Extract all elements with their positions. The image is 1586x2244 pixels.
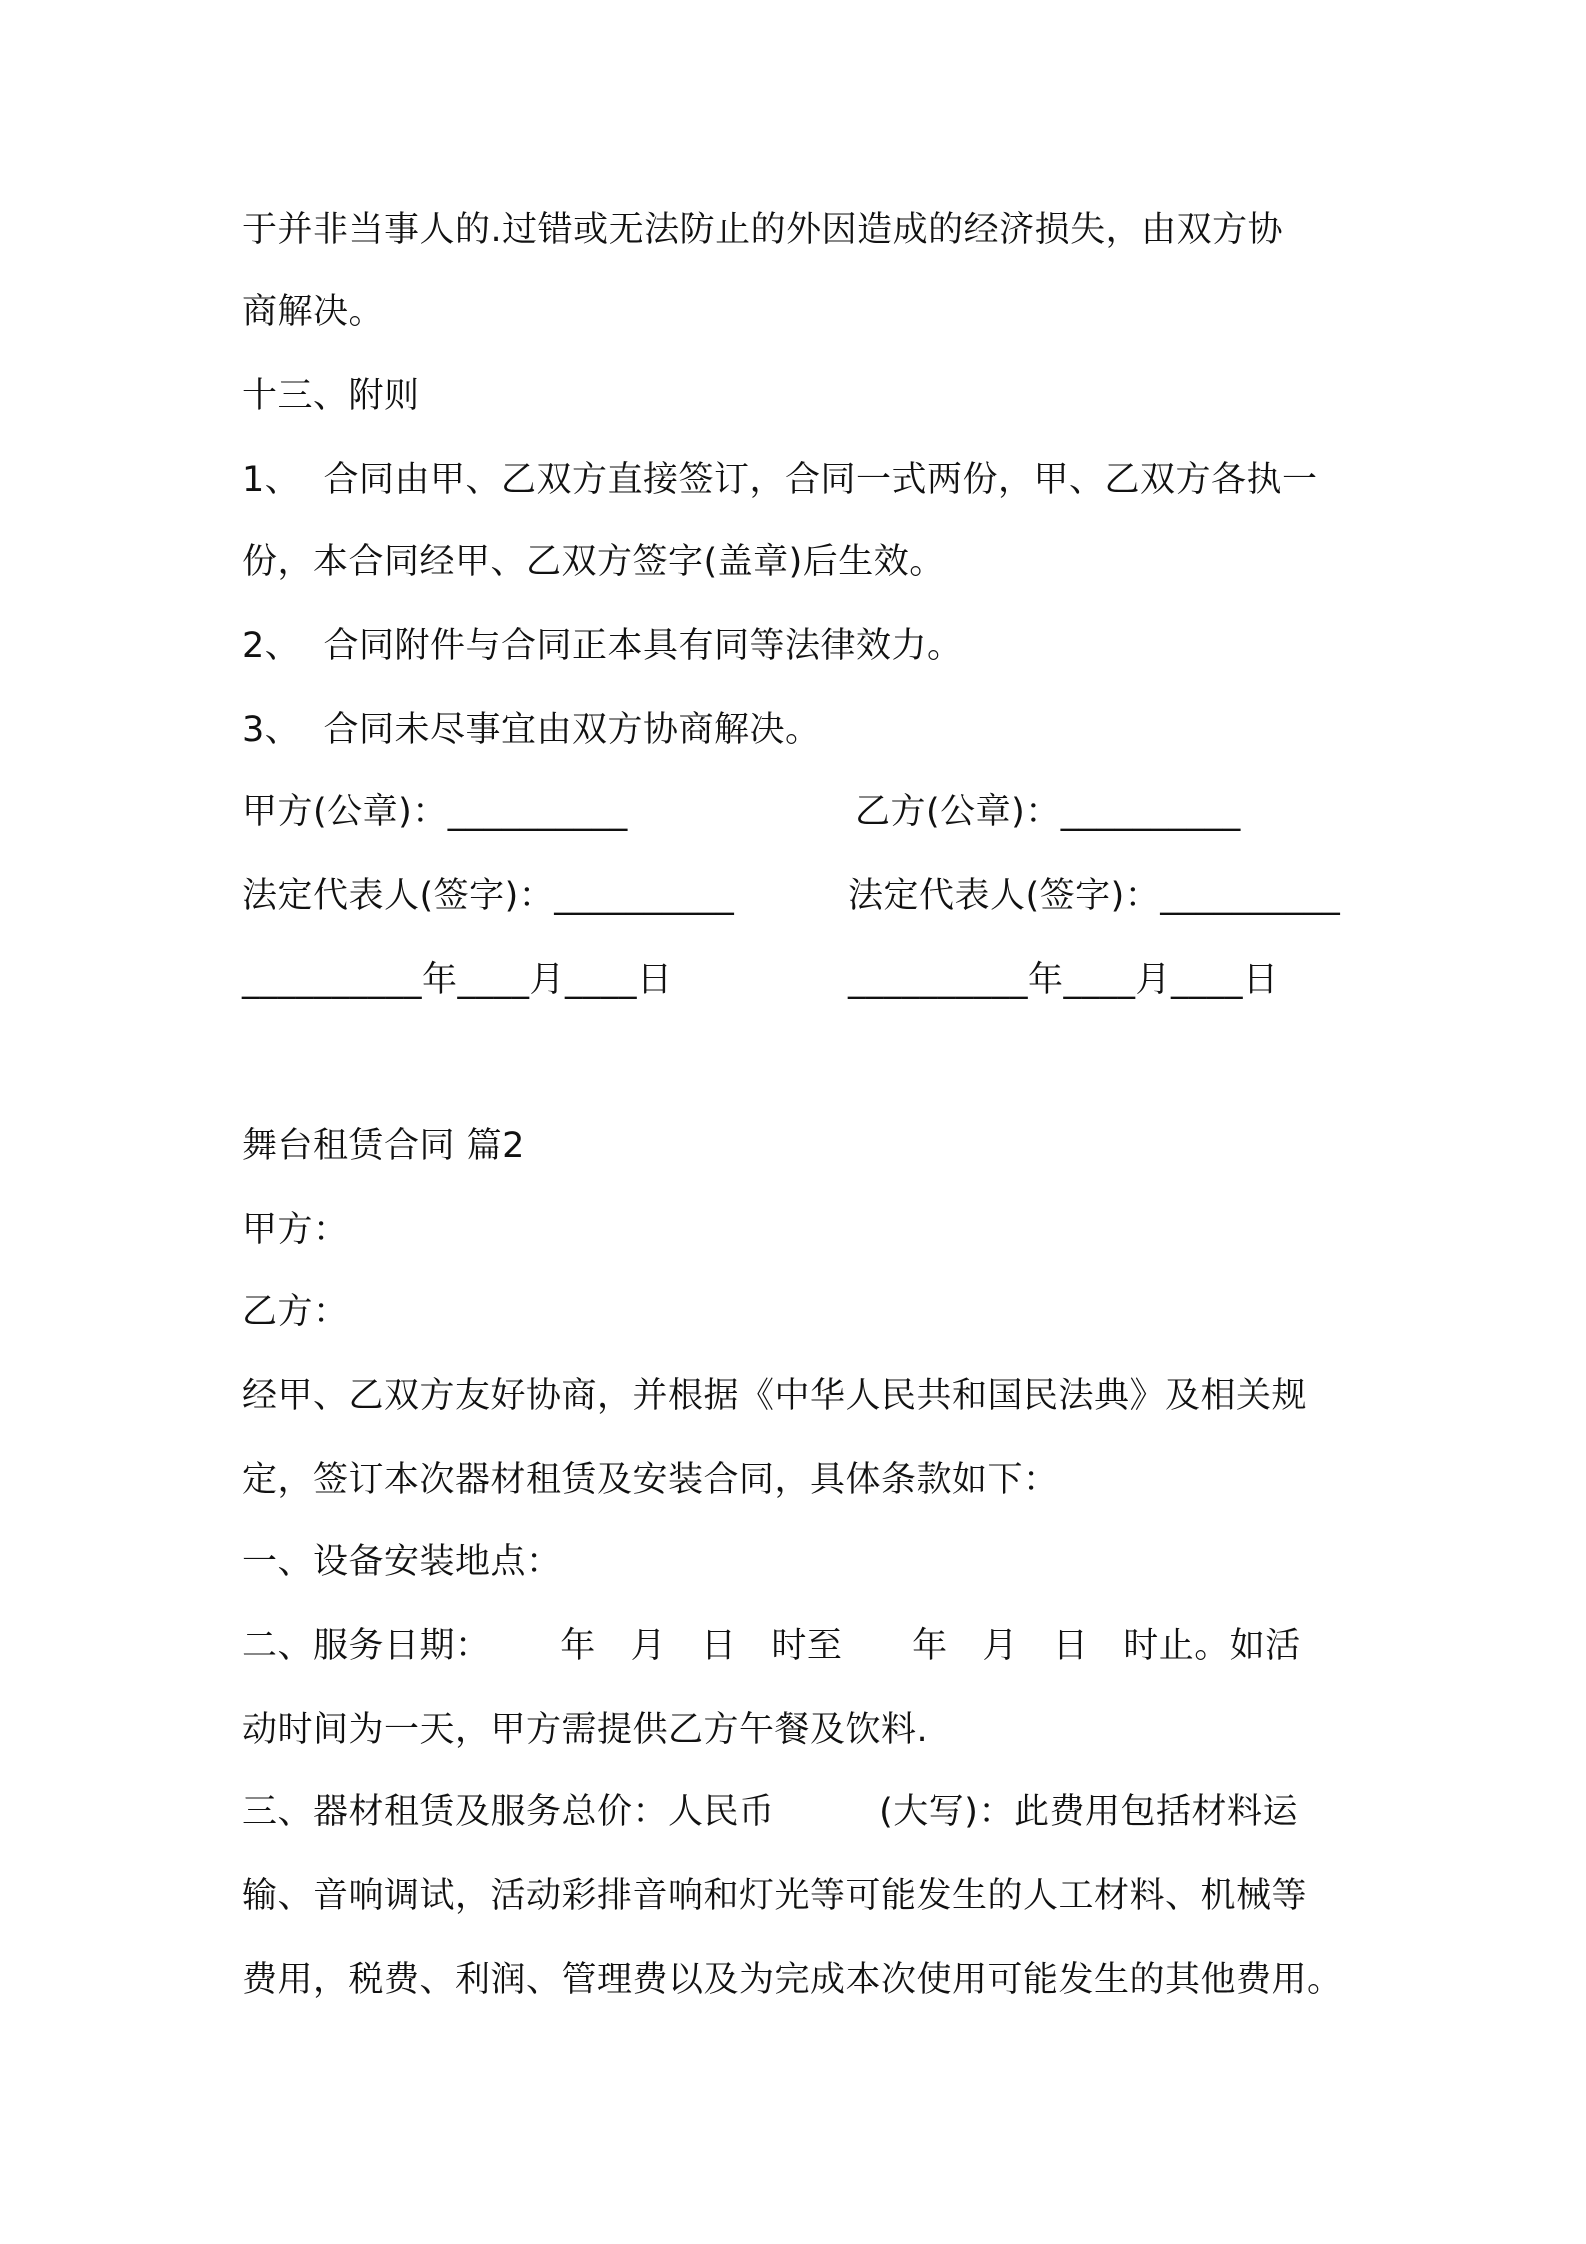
clause-1-line-2: 份，本合同经甲、乙双方签字(盖章)后生效。 (242, 542, 945, 582)
party-a-seal-field: 甲方(公章)：__________ (242, 792, 628, 832)
contract-2-item-3-line-2: 输、音响调试，活动彩排音响和灯光等可能发生的人工材料、机械等 (242, 1876, 1308, 1916)
contract-2-party-a: 甲方： (242, 1210, 349, 1250)
party-a-representative-field: 法定代表人(签字)：__________ (242, 876, 735, 916)
party-b-date-field: __________年____月____日 (848, 960, 1279, 1000)
section-heading-appendix: 十三、附则 (242, 376, 420, 416)
party-a-date-field: __________年____月____日 (242, 960, 673, 1000)
paragraph-continuation-line-1: 于并非当事人的.过错或无法防止的外因造成的经济损失，由双方协 (242, 210, 1284, 250)
paragraph-continuation-line-2: 商解决。 (242, 292, 385, 332)
contract-2-intro-line-2: 定，签订本次器材租赁及安装合同，具体条款如下： (242, 1460, 1059, 1500)
clause-1-line-1: 1、 合同由甲、乙双方直接签订，合同一式两份，甲、乙双方各执一 (242, 460, 1318, 500)
party-b-seal-field: 乙方(公章)：__________ (855, 792, 1241, 832)
contract-2-item-1: 一、设备安装地点： (242, 1542, 562, 1582)
contract-2-intro-line-1: 经甲、乙双方友好协商，并根据《中华人民共和国民法典》及相关规 (242, 1376, 1308, 1416)
contract-2-title: 舞台租赁合同 篇2 (242, 1126, 525, 1166)
contract-2-item-2-line-1: 二、服务日期： 年 月 日 时至 年 月 日 时止。如活 (242, 1626, 1301, 1666)
contract-2-item-2-line-2: 动时间为一天，甲方需提供乙方午餐及饮料. (242, 1710, 929, 1750)
contract-2-item-3-line-3: 费用，税费、利润、管理费以及为完成本次使用可能发生的其他费用。 (242, 1960, 1343, 2000)
clause-3: 3、 合同未尽事宜由双方协商解决。 (242, 710, 821, 750)
clause-2: 2、 合同附件与合同正本具有同等法律效力。 (242, 626, 963, 666)
contract-2-item-3-line-1: 三、器材租赁及服务总价：人民币 (大写)：此费用包括材料运 (242, 1792, 1298, 1832)
party-b-representative-field: 法定代表人(签字)：__________ (848, 876, 1341, 916)
contract-2-party-b: 乙方： (242, 1292, 349, 1332)
